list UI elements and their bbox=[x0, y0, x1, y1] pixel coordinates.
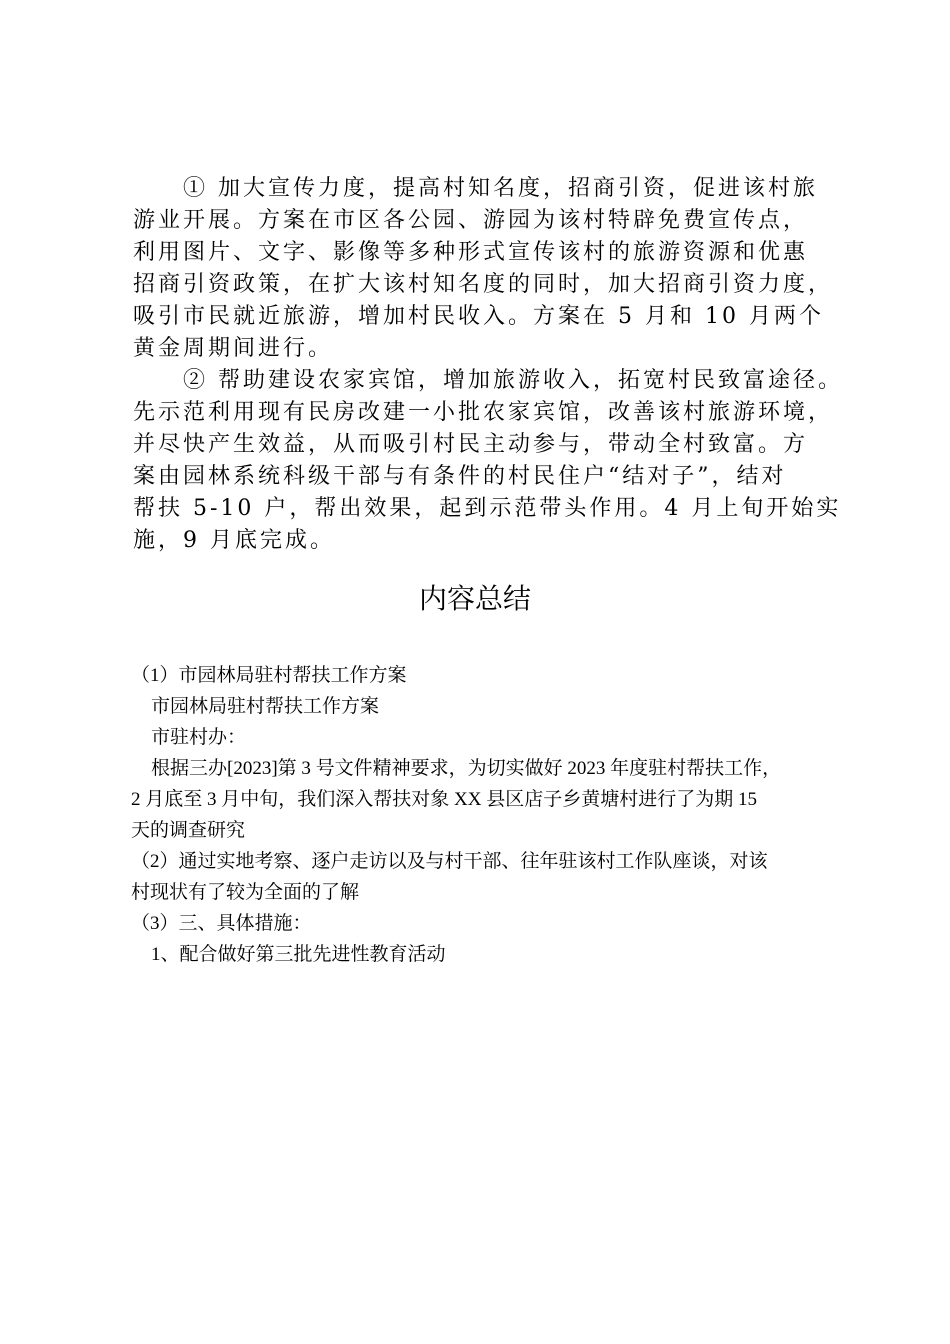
paragraph-line: 先示范利用现有民房改建一小批农家宾馆，改善该村旅游环境， bbox=[133, 400, 834, 425]
summary-line: 市园林局驻村帮扶工作方案 bbox=[151, 696, 380, 717]
summary-line: （2）通过实地考察、逐户走访以及与村干部、往年驻该村工作队座谈，对该 bbox=[131, 851, 768, 872]
summary-heading: 内容总结 bbox=[418, 584, 531, 615]
summary-line: （1）市园林局驻村帮扶工作方案 bbox=[131, 665, 407, 686]
summary-line: （3）三、具体措施： bbox=[131, 913, 312, 934]
paragraph-line: 案由园林系统科级干部与有条件的村民住户“结对子”，结对 bbox=[133, 464, 787, 489]
paragraph-line: 游业开展。方案在市区各公园、游园为该村特辟免费宣传点， bbox=[133, 208, 809, 233]
paragraph-line: 并尽快产生效益，从而吸引村民主动参与，带动全村致富。方 bbox=[133, 432, 809, 457]
summary-text bbox=[131, 660, 843, 970]
paragraph-line: 黄金周期间进行。 bbox=[133, 336, 334, 361]
paragraph-line: 利用图片、文字、影像等多种形式宣传该村的旅游资源和优惠 bbox=[133, 240, 809, 265]
summary-line: 村现状有了较为全面的了解 bbox=[131, 882, 360, 903]
paragraph-line: 帮扶 5-10 户，帮出效果，起到示范带头作用。4 月上旬开始实 bbox=[133, 496, 842, 521]
body-text bbox=[133, 173, 843, 557]
paragraph-line: 招商引资政策，在扩大该村知名度的同时，加大招商引资力度， bbox=[133, 272, 834, 297]
paragraph-line: ① 加大宣传力度，提高村知名度，招商引资，促进该村旅 bbox=[183, 176, 818, 201]
summary-line: 天的调查研究 bbox=[131, 820, 246, 841]
summary-line: 2 月底至 3 月中旬，我们深入帮扶对象 XX 县区店子乡黄塘村进行了为期 15 bbox=[131, 789, 757, 810]
paragraph-line: 施，9 月底完成。 bbox=[133, 528, 335, 553]
paragraph-line: ② 帮助建设农家宾馆，增加旅游收入，拓宽村民致富途径。 bbox=[183, 368, 843, 393]
paragraph-line: 吸引市民就近旅游，增加村民收入。方案在 5 月和 10 月两个 bbox=[133, 304, 824, 329]
summary-line: 市驻村办： bbox=[151, 727, 247, 748]
summary-line: 根据三办[2023]第 3 号文件精神要求，为切实做好 2023 年度驻村帮扶工作， bbox=[151, 758, 782, 779]
summary-line: 1、配合做好第三批先进性教育活动 bbox=[151, 944, 446, 965]
